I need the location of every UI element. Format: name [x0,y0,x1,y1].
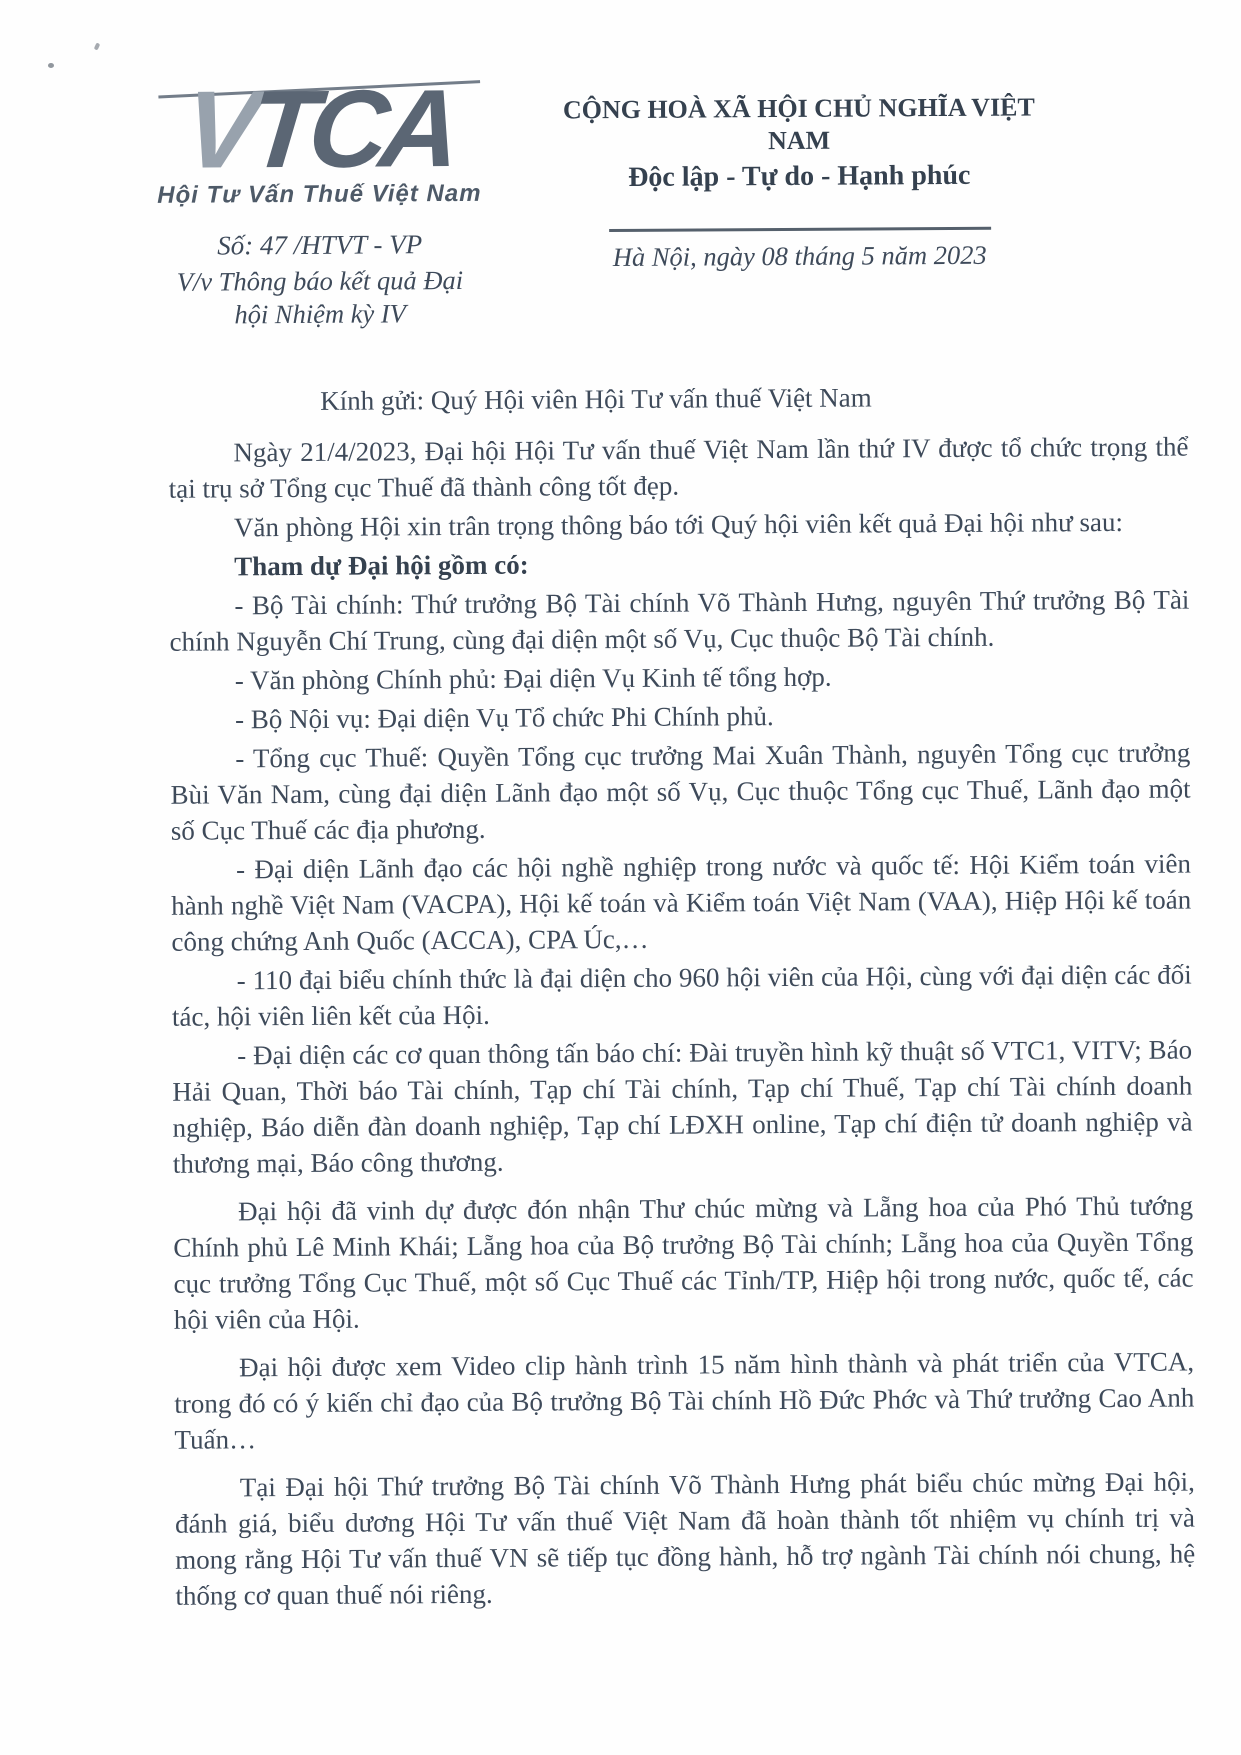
national-header [541,91,1057,273]
sender-block [146,66,492,332]
paragraph: - 110 đại biểu chính thức là đại diện cho 960 hội viên của Hội, cùng với đại diện các đối tác, hội viên liên kết của Hội. [171,959,1192,1032]
vtca-logo-mark [152,66,486,192]
motto: Độc lập - Tự do - Hạnh phúc [628,159,971,193]
paragraph: Đại hội đã vinh dự được đón nhận Thư chúc mừng và Lẵng hoa của Phó Thủ tướng Chính phủ Lê Minh Khái; Lẵng hoa của Bộ trưởng Bộ Tài chính; Lẵng hoa của Quyền Tổng cục trưởng Tổng Cục Thuế, một số Cục Thuế các Tỉnh/TP, Hiệp hội trong nước, quốc tế, các hội viên của Hội. [173,1190,1194,1335]
paragraph: - Bộ Tài chính: Thứ trưởng Bộ Tài chính Võ Thành Hưng, nguyên Thứ trưởng Bộ Tài chính Nguyễn Chí Trung, cùng đại diện một số Vụ, Cục thuộc Bộ Tài chính. [169,584,1190,657]
logo-letter-v: V [179,68,257,192]
letter-body [168,378,1196,1617]
national-title: CỘNG HOÀ XÃ HỘI CHỦ NGHĨA VIỆT NAM [562,92,1035,156]
paragraph: - Tổng cục Thuế: Quyền Tổng cục trưởng Mai Xuân Thành, nguyên Tổng cục trưởng Bùi Văn Nam, cùng đại diện Lãnh đạo một số Vụ, Cục thuộc Tổng cục Thuế, Lãnh đạo một số Cục Thuế các địa phương. [170,737,1191,846]
document-number: Số: 47 /HTVT - VP [217,229,423,261]
paragraph: Văn phòng Hội xin trân trọng thông báo tới Quý hội viên kết quả Đại hội như sau: [233,506,1124,543]
paragraph: - Đại diện các cơ quan thông tấn báo chí: Đài truyền hình kỹ thuật số VTC1, VITV; Báo Hải Quan, Thời báo Tài chính, Tạp chí Tài chính, Tạp chí Thuế, Tạp chí Tài chính doanh nghiệp, Báo diễn đàn doanh nghiệp, Tạp chí LĐXH online, Tạp chí điện tử doanh nghiệp và thương mại, Báo công thương. [172,1034,1193,1179]
section-heading: Tham dự Đại hội gồm có: [234,549,529,582]
place-date: Hà Nội, ngày 08 tháng 5 năm 2023 [612,239,987,272]
logo-letters-tca: TCA [244,66,459,192]
paragraph: - Văn phòng Chính phủ: Đại diện Vụ Kinh tế tổng hợp. [234,661,832,696]
logo-slogan: Hội Tư Vấn Thuế Việt Nam [157,179,482,209]
motto-rule [609,227,991,232]
vtca-logo [157,66,482,210]
paragraph: - Bộ Nội vụ: Đại diện Vụ Tổ chức Phi Chính phủ. [235,701,774,735]
paragraph: Ngày 21/4/2023, Đại hội Hội Tư vấn thuế Việt Nam lần thứ IV được tổ chức trọng thể tại trụ sở Tổng cục Thuế đã thành công tốt đẹp. [168,431,1189,504]
paragraph: - Đại diện Lãnh đạo các hội nghề nghiệp trong nước và quốc tế: Hội Kiểm toán viên hành nghề Việt Nam (VACPA), Hội kế toán và Kiểm toán Việt Nam (VAA), Hiệp Hội kế toán công chứng Anh Quốc (ACCA), CPA Úc,… [171,848,1192,957]
document-subject: V/v Thông báo kết quả Đại hội Nhiệm kỳ IV [176,264,464,330]
salutation: Kính gửi: Quý Hội viên Hội Tư vấn thuế Việt Nam [320,382,872,416]
paragraph: Đại hội được xem Video clip hành trình 15 năm hình thành và phát triển của VTCA, trong đó có ý kiến chỉ đạo của Bộ trưởng Bộ Tài chính Hồ Đức Phớc và Thứ trưởng Cao Anh Tuấn… [174,1346,1195,1455]
paragraph: Tại Đại hội Thứ trưởng Bộ Tài chính Võ Thành Hưng phát biểu chúc mừng Đại hội, đánh giá, biểu dương Hội Tư vấn thuế Việt Nam đã hoàn thành tốt nhiệm vụ chính trị và mong rằng Hội Tư vấn thuế VN sẽ tiếp tục đồng hành, hỗ trợ ngành Tài chính nói chung, hệ thống cơ quan thuế nói riêng. [174,1466,1196,1611]
